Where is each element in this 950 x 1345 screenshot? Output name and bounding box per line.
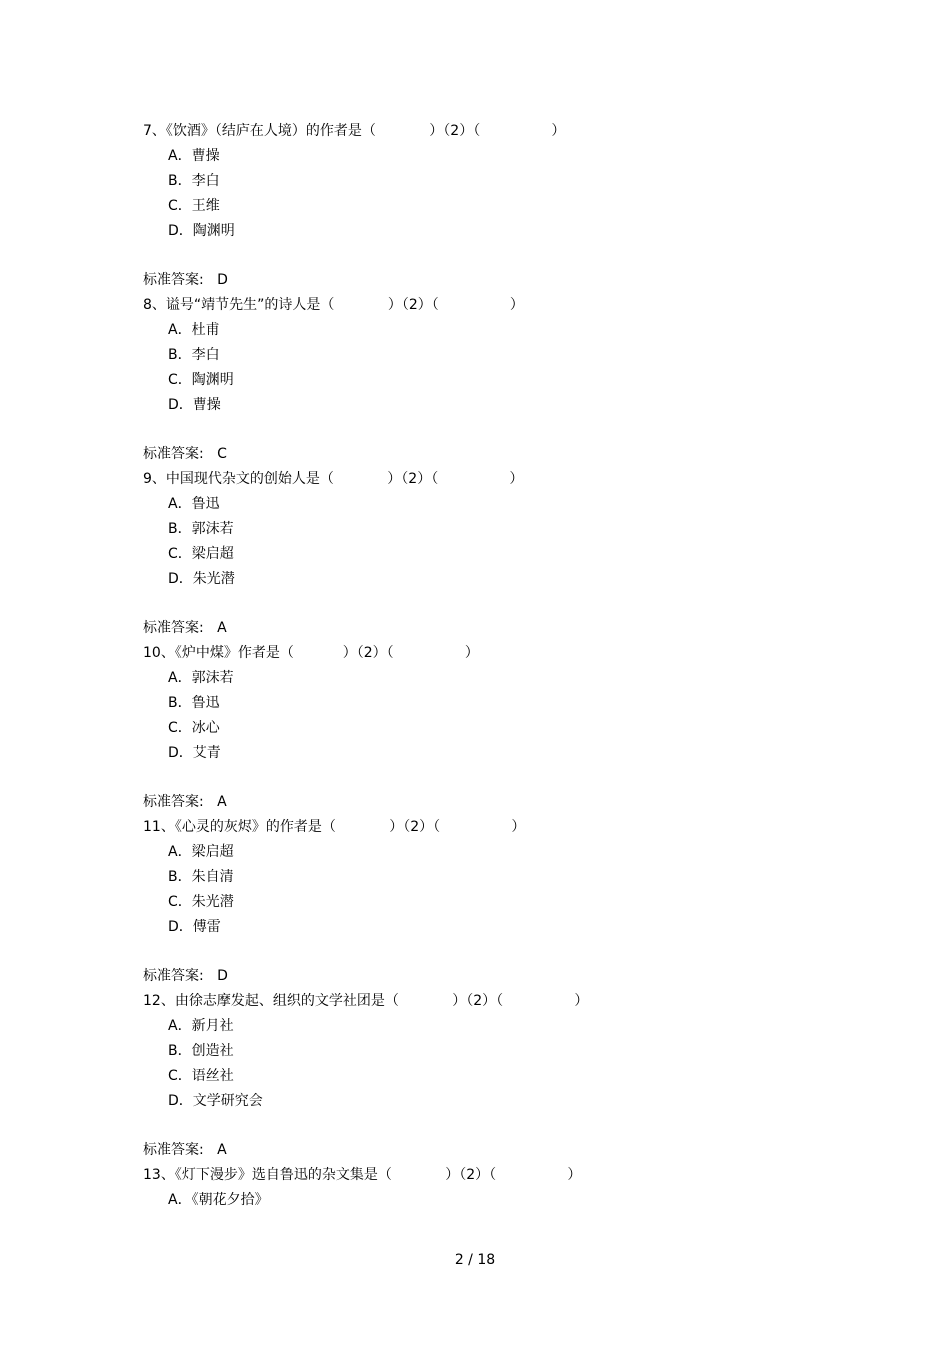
- option-d: D．曹操: [168, 397, 221, 413]
- standard-answer: [143, 442, 903, 467]
- option-c: C．冰心: [168, 720, 220, 736]
- spacer: [143, 592, 903, 616]
- question-prompt: 13、《灯下漫步》选自鲁迅的杂文集是（ ）（2）（ ）: [143, 1167, 582, 1183]
- standard-answer: [143, 1138, 903, 1163]
- option-d: D．朱光潜: [168, 571, 235, 587]
- answer-value: D: [217, 272, 228, 288]
- standard-answer: [143, 616, 903, 641]
- option-d: D．文学研究会: [168, 1093, 263, 1109]
- standard-answer: [143, 790, 903, 815]
- option-b: B．朱自清: [168, 869, 234, 885]
- answer-value: D: [217, 968, 228, 984]
- option-c: C．语丝社: [168, 1068, 234, 1084]
- answer-value: C: [217, 446, 227, 462]
- question-prompt: 9、中国现代杂文的创始人是（ ）（2）（ ）: [143, 471, 524, 487]
- question-prompt: 7、《饮酒》（结庐在人境）的作者是（ ）（2）（ ）: [143, 123, 566, 139]
- spacer: [143, 418, 903, 442]
- option-a: A．曹操: [168, 148, 220, 164]
- option-c: C．朱光潜: [168, 894, 234, 910]
- answer-label: 标准答案:: [143, 272, 204, 288]
- question-prompt: 11、《心灵的灰烬》的作者是（ ）（2）（ ）: [143, 819, 526, 835]
- option-b: B．创造社: [168, 1043, 234, 1059]
- option-b: B．郭沫若: [168, 521, 234, 537]
- option-b: B．李白: [168, 347, 220, 363]
- answer-value: A: [217, 794, 227, 810]
- answer-label: 标准答案:: [143, 1142, 204, 1158]
- spacer: [143, 766, 903, 790]
- option-c: C．陶渊明: [168, 372, 234, 388]
- question-prompt: 10、《炉中煤》作者是（ ）（2）（ ）: [143, 645, 479, 661]
- option-b: B．鲁迅: [168, 695, 220, 711]
- standard-answer: [143, 268, 903, 293]
- spacer: [143, 1114, 903, 1138]
- question-list: [143, 119, 903, 1213]
- option-d: D．傅雷: [168, 919, 221, 935]
- question-13: [143, 1163, 903, 1213]
- option-a: A．《朝花夕拾》: [168, 1192, 269, 1208]
- spacer: [143, 940, 903, 964]
- answer-label: 标准答案:: [143, 968, 204, 984]
- question-8: [143, 293, 903, 467]
- answer-value: A: [217, 1142, 227, 1158]
- question-9: [143, 467, 903, 641]
- answer-label: 标准答案:: [143, 446, 204, 462]
- option-a: A．鲁迅: [168, 496, 220, 512]
- question-11: [143, 815, 903, 989]
- question-7: [143, 119, 903, 293]
- question-10: [143, 641, 903, 815]
- option-d: D．陶渊明: [168, 223, 235, 239]
- question-prompt: 8、谥号“靖节先生”的诗人是（ ）（2）（ ）: [143, 297, 524, 313]
- standard-answer: [143, 964, 903, 989]
- spacer: [143, 244, 903, 268]
- option-a: A．郭沫若: [168, 670, 234, 686]
- question-prompt: 12、由徐志摩发起、组织的文学社团是（ ）（2）（ ）: [143, 993, 589, 1009]
- page-indicator: 2 / 18: [454, 1252, 496, 1268]
- question-12: [143, 989, 903, 1163]
- answer-label: 标准答案:: [143, 794, 204, 810]
- option-a: A．梁启超: [168, 844, 234, 860]
- option-c: C．王维: [168, 198, 220, 214]
- option-d: D．艾青: [168, 745, 221, 761]
- answer-label: 标准答案:: [143, 620, 204, 636]
- option-a: A．新月社: [168, 1018, 234, 1034]
- answer-value: A: [217, 620, 227, 636]
- option-c: C．梁启超: [168, 546, 234, 562]
- option-b: B．李白: [168, 173, 220, 189]
- option-a: A．杜甫: [168, 322, 220, 338]
